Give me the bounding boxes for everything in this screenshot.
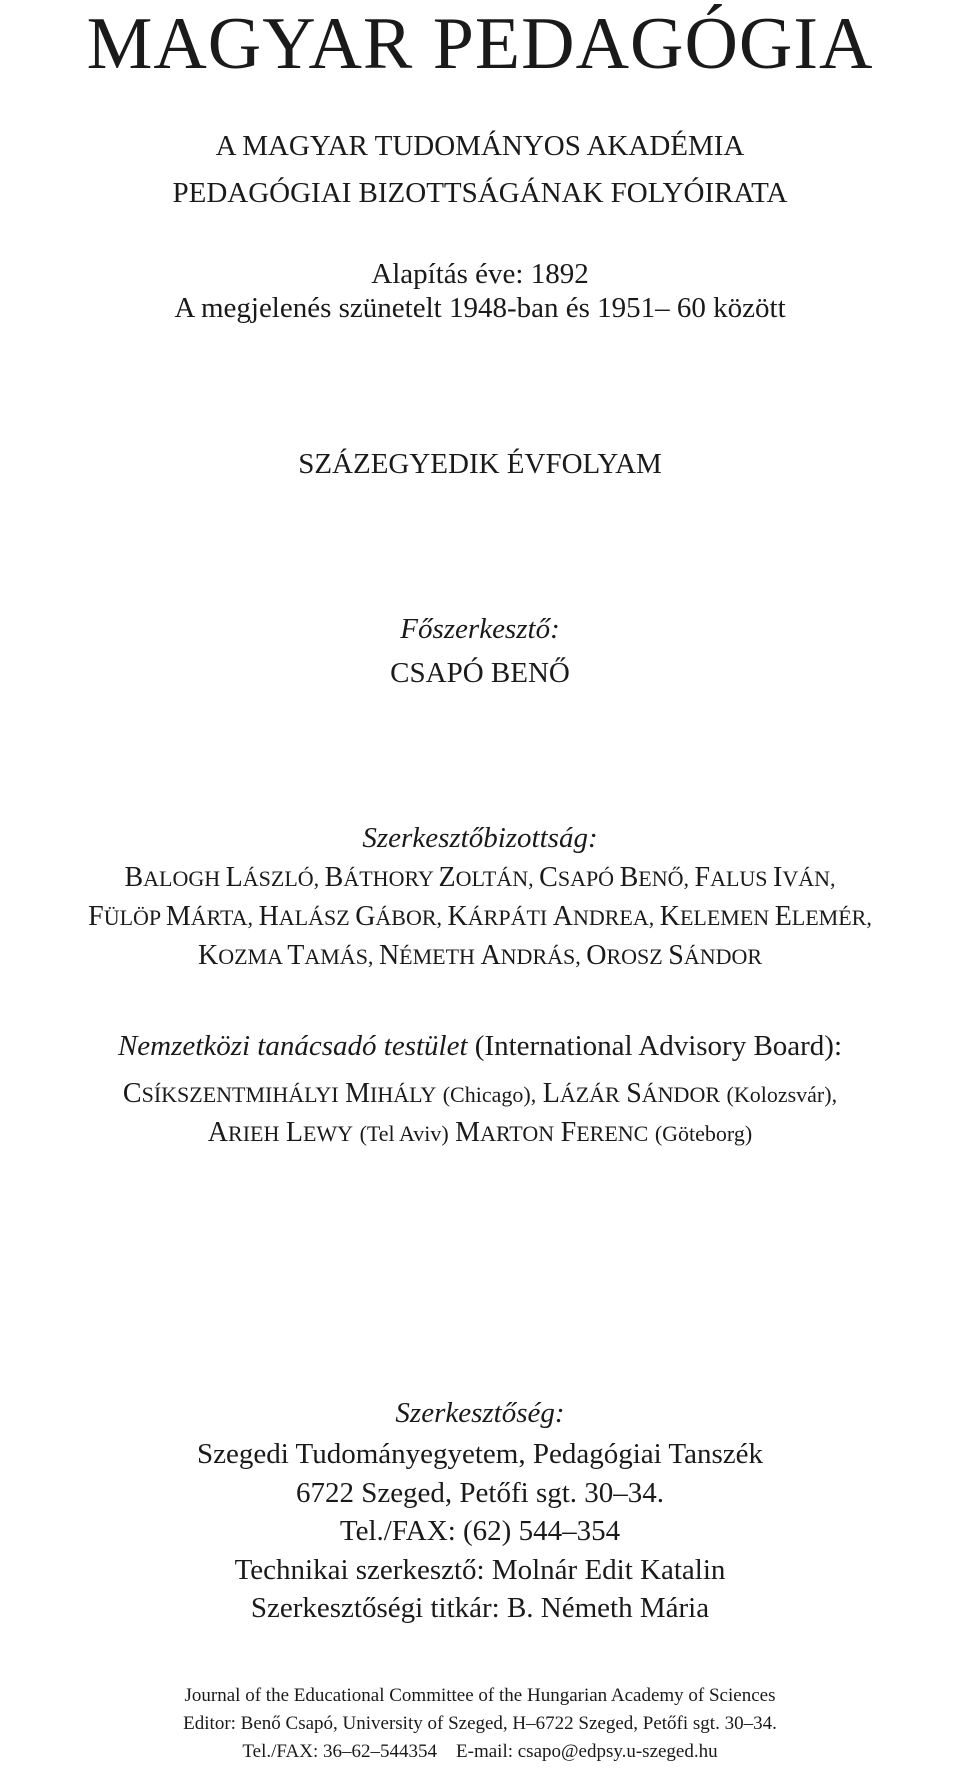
advisory-row-2 xyxy=(0,1116,960,1151)
office-address-university: Szegedi Tudományegyetem, Pedagógiai Tanszék xyxy=(196,1438,764,1470)
board-member-word: KELEMEN xyxy=(659,901,770,932)
board-member-word: KÁRPÁTI xyxy=(447,901,548,932)
editorial-board-row-2 xyxy=(0,901,960,933)
office-address-street: 6722 Szeged, Petőfi sgt. 30–34. xyxy=(295,1477,665,1509)
editorial-board-label: Szerkesztőbizottság: xyxy=(362,822,598,854)
editorial-board-row-1 xyxy=(0,862,960,894)
technical-editor: Technikai szerkesztő: Molnár Edit Katalin xyxy=(234,1554,726,1586)
footer-editor-en: Editor: Benő Csapó, University of Szeged, H–6722 Szeged, Petőfi sgt. 30–34. xyxy=(183,1713,777,1734)
board-member-word: ZOLTÁN, xyxy=(438,862,534,893)
advisory-label-hu: Nemzetközi tanácsadó testület xyxy=(117,1030,468,1062)
board-member-word: ANDREA, xyxy=(552,901,655,932)
advisory-member-name: CSÍKSZENTMIHÁLYI MIHÁLY xyxy=(122,1078,437,1109)
editorial-secretary: Szerkesztőségi titkár: B. Németh Mária xyxy=(250,1592,710,1624)
chief-editor-label: Főszerkesztő: xyxy=(400,613,560,645)
advisory-member-city: (Tel Aviv) xyxy=(359,1121,449,1146)
footer-email: E-mail: csapo@edpsy.u-szeged.hu xyxy=(456,1741,718,1762)
chief-editor-name: CSAPÓ BENŐ xyxy=(390,657,570,689)
board-member-word: NÉMETH xyxy=(378,940,475,971)
footer-tel: Tel./FAX: 36–62–544354 xyxy=(242,1741,438,1762)
office-phone: Tel./FAX: (62) 544–354 xyxy=(339,1515,621,1547)
advisory-member-name: LÁZÁR SÁNDOR xyxy=(542,1078,721,1109)
office-label: Szerkesztőség: xyxy=(395,1397,565,1429)
subtitle-line-2: PEDAGÓGIAI BIZOTTSÁGÁNAK FOLYÓIRATA xyxy=(172,177,788,209)
board-member-word: BÁTHORY xyxy=(324,862,433,893)
board-member-word: KOZMA xyxy=(197,940,282,971)
subtitle-line-1: A MAGYAR TUDOMÁNYOS AKADÉMIA xyxy=(215,130,745,162)
advisory-label-en: (International Advisory Board): xyxy=(474,1030,843,1062)
board-member-word: BALOGH xyxy=(124,862,221,893)
advisory-row-1 xyxy=(0,1077,960,1112)
editorial-board-row-3 xyxy=(0,940,960,972)
board-member-word: OROSZ xyxy=(586,940,663,971)
footer-contact xyxy=(0,1739,960,1765)
footer-journal-en: Journal of the Educational Committee of the Hungarian Academy of Sciences xyxy=(184,1685,776,1706)
board-member-word: MÁRTA, xyxy=(165,901,254,932)
founding-year: Alapítás éve: 1892 xyxy=(371,258,589,290)
board-member-word: IVÁN, xyxy=(773,862,836,893)
board-member-word: BENŐ, xyxy=(619,862,689,893)
board-member-word: SÁNDOR xyxy=(668,940,763,971)
board-member-word: HALÁSZ xyxy=(258,901,350,932)
board-member-word: LÁSZLÓ, xyxy=(225,862,320,893)
board-member-word: FÜLÖP xyxy=(88,901,161,932)
advisory-member-city: (Chicago), xyxy=(442,1082,537,1107)
journal-title: MAGYAR PEDAGÓGIA xyxy=(86,3,874,85)
board-member-word: ELEMÉR, xyxy=(774,901,872,932)
board-member-word: TAMÁS, xyxy=(287,940,374,971)
board-member-word: ANDRÁS, xyxy=(480,940,581,971)
advisory-member-name: MARTON FERENC xyxy=(455,1117,649,1148)
advisory-member-name: ARIEH LEWY xyxy=(207,1117,354,1148)
board-member-word: CSAPÓ xyxy=(539,862,615,893)
board-member-word: GÁBOR, xyxy=(355,901,443,932)
advisory-member-city: (Göteborg) xyxy=(654,1121,753,1146)
advisory-member-city: (Kolozsvár), xyxy=(726,1082,838,1107)
board-member-word: FALUS xyxy=(694,862,768,893)
advisory-board-heading xyxy=(0,1030,960,1063)
publication-pause: A megjelenés szünetelt 1948-ban és 1951– 60 között xyxy=(174,292,786,324)
volume: SZÁZEGYEDIK ÉVFOLYAM xyxy=(298,448,662,480)
